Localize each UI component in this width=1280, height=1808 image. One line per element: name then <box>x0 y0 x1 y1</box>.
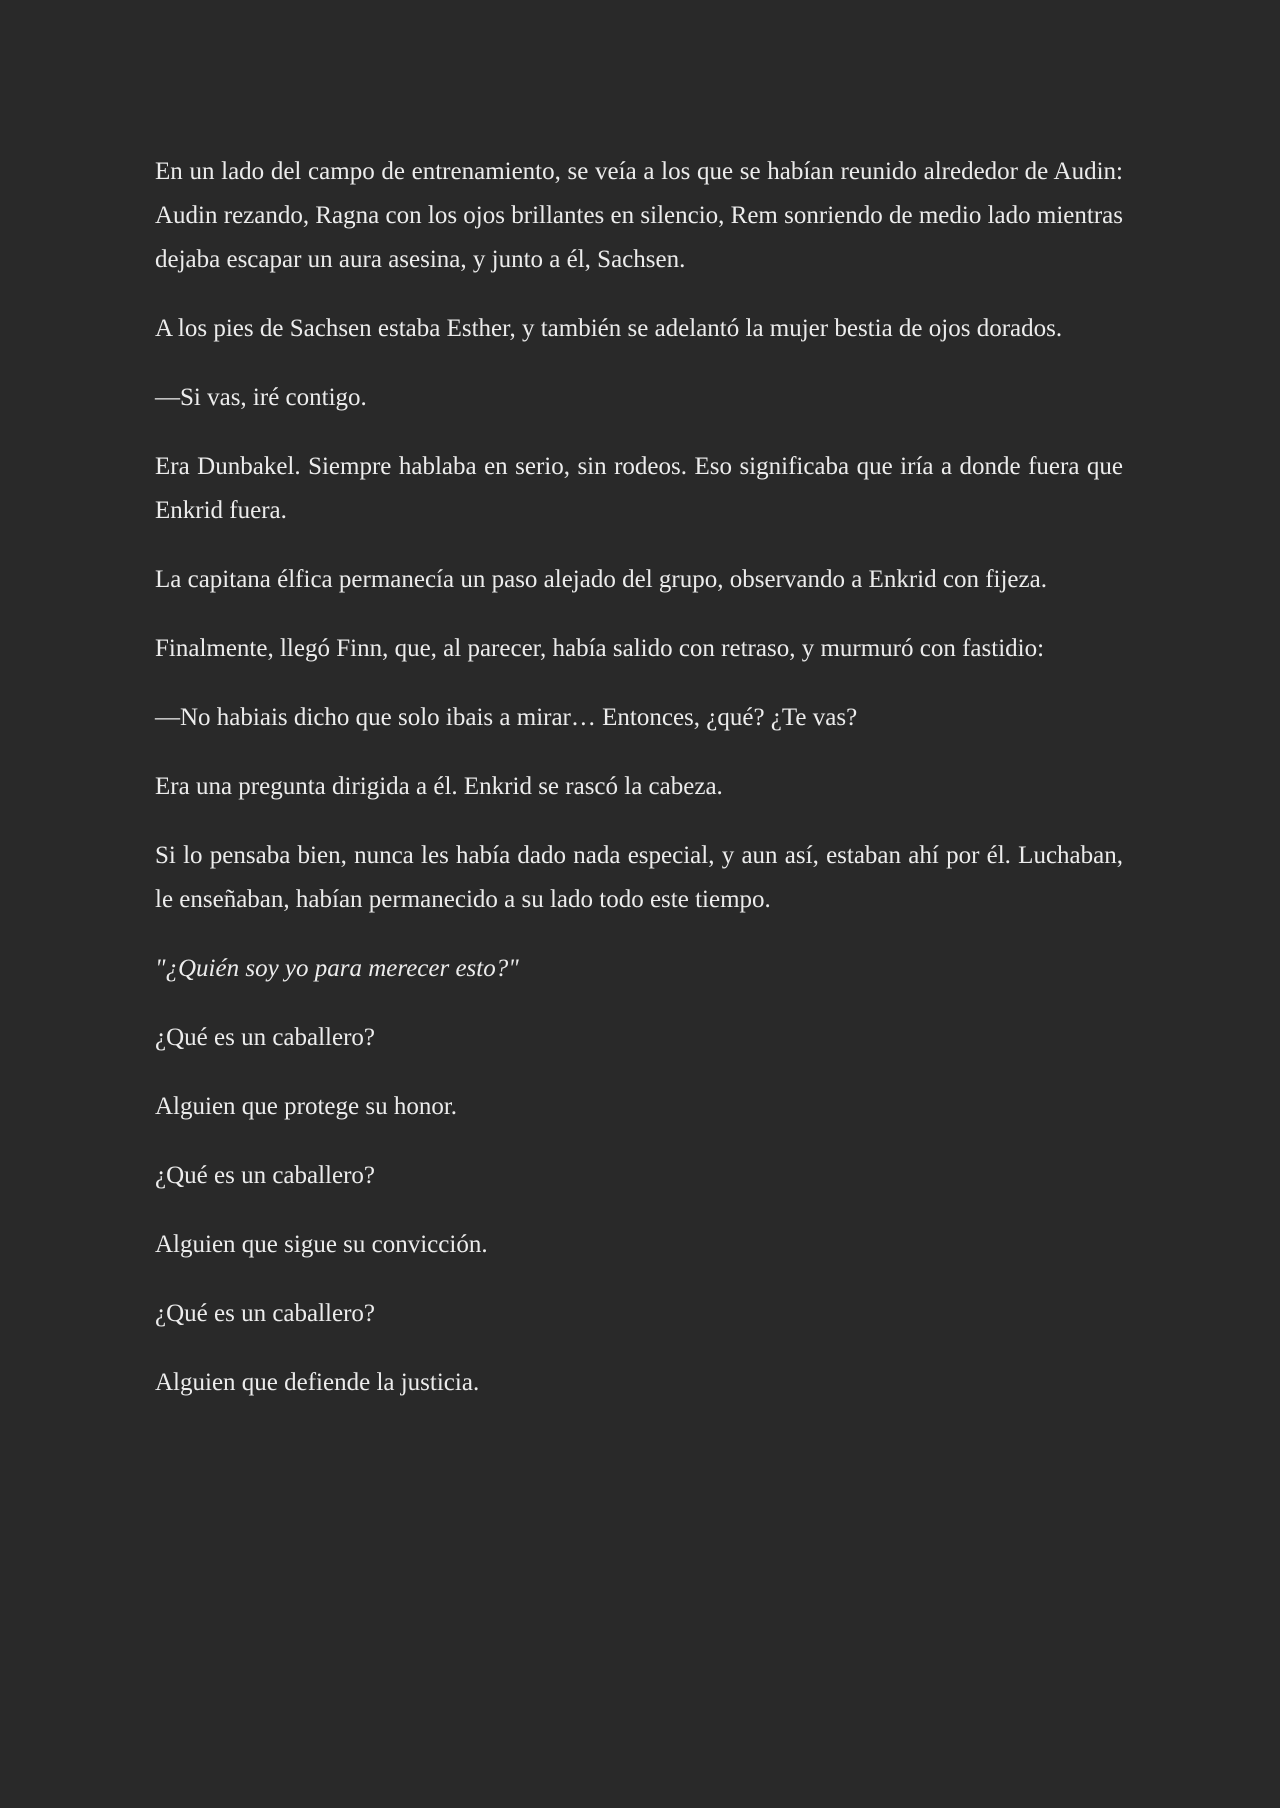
dialogue-line: —No habiais dicho que solo ibais a mirar… Entonces, ¿qué? ¿Te vas? <box>155 704 858 731</box>
paragraph: Alguien que protege su honor. <box>155 1093 458 1120</box>
paragraph: Era una pregunta dirigida a él. Enkrid se rascó la cabeza. <box>155 773 723 800</box>
paragraph: ¿Qué es un caballero? <box>155 1300 376 1327</box>
paragraph: ¿Qué es un caballero? <box>155 1024 376 1051</box>
paragraph: A los pies de Sachsen estaba Esther, y también se adelantó la mujer bestia de ojos dorados. <box>155 315 1063 342</box>
paragraph: La capitana élfica permanecía un paso alejado del grupo, observando a Enkrid con fijeza. <box>155 566 1047 593</box>
paragraph: ¿Qué es un caballero? <box>155 1162 376 1189</box>
inner-thought: "¿Quién soy yo para merecer esto?" <box>155 955 519 982</box>
paragraph: Era Dunbakel. Siempre hablaba en serio, sin rodeos. Eso significaba que iría a donde fuera que Enkrid fuera. <box>155 453 1123 524</box>
paragraph: Si lo pensaba bien, nunca les había dado nada especial, y aun así, estaban ahí por él. Luchaban, le enseñaban, habían permanecido a su lado todo este tiempo. <box>155 842 1123 913</box>
paragraph: Finalmente, llegó Finn, que, al parecer, había salido con retraso, y murmuró con fastidio: <box>155 635 1045 662</box>
paragraph: En un lado del campo de entrenamiento, se veía a los que se habían reunido alrededor de Audin: Audin rezando, Ragna con los ojos brillantes en silencio, Rem sonriendo de medio lado mientras dejaba escapar un aura asesina, y junto a él, Sachsen. <box>155 158 1123 273</box>
chapter-text <box>155 150 1123 1430</box>
paragraph: Alguien que defiende la justicia. <box>155 1369 480 1396</box>
paragraph: Alguien que sigue su convicción. <box>155 1231 488 1258</box>
dialogue-line: —Si vas, iré contigo. <box>155 384 367 411</box>
